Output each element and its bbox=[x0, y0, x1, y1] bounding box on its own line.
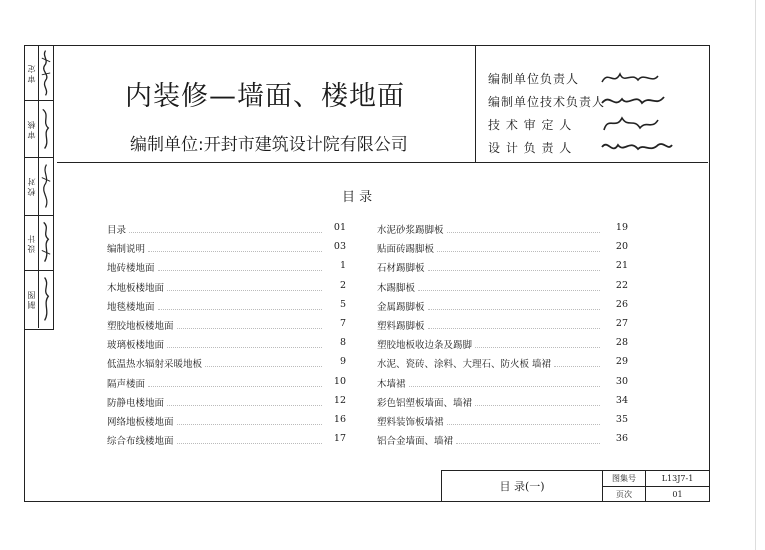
toc-entry-label: 铝合金墙面、墙裙 bbox=[377, 436, 454, 448]
toc-entry-page: 10 bbox=[333, 375, 346, 387]
sidebar-label: 审核 bbox=[27, 118, 36, 139]
signature-image bbox=[39, 157, 53, 215]
toc-entry-page: 27 bbox=[615, 318, 628, 329]
toc-leader-dots bbox=[475, 405, 600, 406]
toc-entry-label: 贴面砖踢脚板 bbox=[377, 244, 435, 256]
toc-entry-page: 34 bbox=[615, 394, 628, 406]
toc-leader-dots bbox=[167, 290, 322, 291]
toc-entry-label: 低温热水辐射采暖地板 bbox=[107, 359, 203, 371]
signature-image bbox=[598, 68, 693, 88]
toc-entry-page: 26 bbox=[615, 298, 628, 310]
toc-entry-label: 水泥、瓷砖、涂料、大理石、防火板 墙裙 bbox=[377, 359, 552, 371]
signature-image bbox=[598, 114, 693, 134]
sidebar-cell-approve bbox=[25, 45, 53, 101]
toc-leader-dots bbox=[177, 443, 322, 444]
toc-leader-dots bbox=[205, 366, 322, 367]
responsible-label: 设 计 负 责 人 bbox=[488, 141, 573, 155]
titleblock-set-label: 图集号 bbox=[603, 471, 646, 487]
toc-entry-label: 编制说明 bbox=[107, 244, 146, 256]
toc-entry-label: 地毯楼地面 bbox=[107, 301, 155, 313]
toc-leader-dots bbox=[418, 290, 600, 291]
toc-leader-dots bbox=[456, 443, 600, 444]
toc-leader-dots bbox=[437, 251, 600, 252]
toc-entry-page: 20 bbox=[615, 241, 628, 253]
toc-entry-page: 9 bbox=[339, 356, 346, 368]
toc-leader-dots bbox=[447, 232, 600, 233]
title-block bbox=[441, 470, 709, 501]
toc-entry-label: 塑料装饰板墙裙 bbox=[377, 417, 444, 428]
signature-image bbox=[39, 215, 53, 270]
toc-entry-label: 玻璃板楼地面 bbox=[107, 340, 165, 352]
toc-leader-dots bbox=[177, 424, 322, 425]
signature-image bbox=[598, 137, 693, 157]
responsible-label: 编制单位负责人 bbox=[488, 72, 580, 86]
toc-entry-label: 防静电楼地面 bbox=[107, 397, 165, 409]
toc-leader-dots bbox=[167, 405, 322, 406]
toc-leader-dots bbox=[554, 366, 600, 367]
toc-heading: 目 录 bbox=[342, 190, 373, 205]
sidebar-label: 审定 bbox=[27, 62, 36, 83]
toc-entry-label: 金属踢脚板 bbox=[377, 301, 425, 313]
responsible-label: 技 术 审 定 人 bbox=[488, 118, 573, 132]
signature-image bbox=[598, 91, 693, 111]
toc-entry-label: 地砖楼地面 bbox=[107, 263, 155, 275]
toc-leader-dots bbox=[158, 270, 322, 271]
toc-leader-dots bbox=[475, 347, 600, 348]
toc-entry-label: 木墙裙 bbox=[377, 378, 406, 390]
titleblock-page-label: 页次 bbox=[603, 487, 646, 501]
toc-leader-dots bbox=[148, 251, 322, 252]
signature-image bbox=[39, 270, 53, 328]
toc-entry-page: 01 bbox=[333, 222, 346, 233]
toc-leader-dots bbox=[428, 270, 600, 271]
toc-entry-page: 29 bbox=[615, 356, 628, 368]
toc-entry-label: 彩色铝塑板墙面、墙裙 bbox=[377, 397, 473, 409]
titleblock-set-value: L13J7-1 bbox=[646, 471, 709, 487]
toc-leader-dots bbox=[447, 424, 600, 425]
toc-leader-dots bbox=[428, 328, 600, 329]
toc-entry-page: 8 bbox=[339, 337, 346, 349]
toc-entry-page: 17 bbox=[333, 433, 346, 445]
page-fold-line bbox=[755, 0, 756, 550]
toc-leader-dots bbox=[129, 232, 322, 233]
toc-entry-page: 30 bbox=[615, 375, 628, 387]
toc-entry-page: 7 bbox=[339, 318, 346, 329]
sidebar-cell-draft bbox=[25, 270, 53, 328]
toc-leader-dots bbox=[409, 386, 600, 387]
sidebar-label: 设计 bbox=[27, 232, 36, 253]
signature-sidebar bbox=[24, 45, 54, 330]
toc-entry-page: 36 bbox=[615, 433, 628, 445]
toc-entry-page: 03 bbox=[333, 241, 346, 253]
toc-entry-page: 5 bbox=[339, 298, 346, 310]
toc-entry-label: 木踢脚板 bbox=[377, 282, 416, 294]
toc-entry-label: 网络地板楼地面 bbox=[107, 417, 174, 428]
toc-entry-page: 1 bbox=[339, 260, 346, 272]
toc-entry-label: 塑料踢脚板 bbox=[377, 321, 425, 332]
titleblock-page-value: 01 bbox=[672, 489, 683, 499]
responsible-label: 编制单位技术负责人 bbox=[488, 95, 606, 109]
toc-entry-page: 16 bbox=[333, 414, 346, 425]
toc-entry-page: 19 bbox=[615, 222, 628, 233]
sidebar-cell-design bbox=[25, 215, 53, 271]
sidebar-cell-check bbox=[25, 157, 53, 216]
page-title: 内装修—墙面、楼地面 bbox=[125, 81, 405, 112]
toc-entry-label: 综合布线楼地面 bbox=[107, 436, 174, 448]
toc-leader-dots bbox=[158, 309, 322, 310]
compiling-organization: 编制单位:开封市建筑设计院有限公司 bbox=[130, 135, 408, 155]
toc-entry-page: 28 bbox=[615, 337, 628, 349]
toc-leader-dots bbox=[148, 386, 322, 387]
signature-image bbox=[39, 100, 53, 157]
toc-leader-dots bbox=[428, 309, 600, 310]
toc-entry-label: 水泥砂浆踢脚板 bbox=[377, 225, 444, 236]
toc-entry-label: 木地板楼地面 bbox=[107, 282, 165, 294]
titleblock-name: 目 录(一) bbox=[442, 471, 603, 501]
toc-entry-label: 石材踢脚板 bbox=[377, 263, 425, 275]
sidebar-cell-review bbox=[25, 100, 53, 158]
toc-entry-label: 目录 bbox=[107, 225, 127, 236]
toc-entry-label: 隔声楼面 bbox=[107, 378, 146, 390]
toc-leader-dots bbox=[167, 347, 322, 348]
toc-entry-label: 塑胶地板楼地面 bbox=[107, 321, 174, 332]
sidebar-label: 制图 bbox=[27, 289, 36, 309]
header-divider bbox=[475, 46, 476, 162]
toc-entry-page: 35 bbox=[615, 414, 628, 425]
sidebar-label: 校对 bbox=[27, 176, 36, 196]
toc-leader-dots bbox=[177, 328, 322, 329]
toc-entry-page: 2 bbox=[339, 279, 346, 291]
toc-entry-page: 21 bbox=[615, 260, 628, 272]
toc-entry-page: 12 bbox=[333, 394, 346, 406]
toc-entry-label: 塑胶地板收边条及踢脚 bbox=[377, 340, 473, 352]
signature-image bbox=[39, 45, 53, 100]
toc-entry-page: 22 bbox=[615, 279, 628, 291]
